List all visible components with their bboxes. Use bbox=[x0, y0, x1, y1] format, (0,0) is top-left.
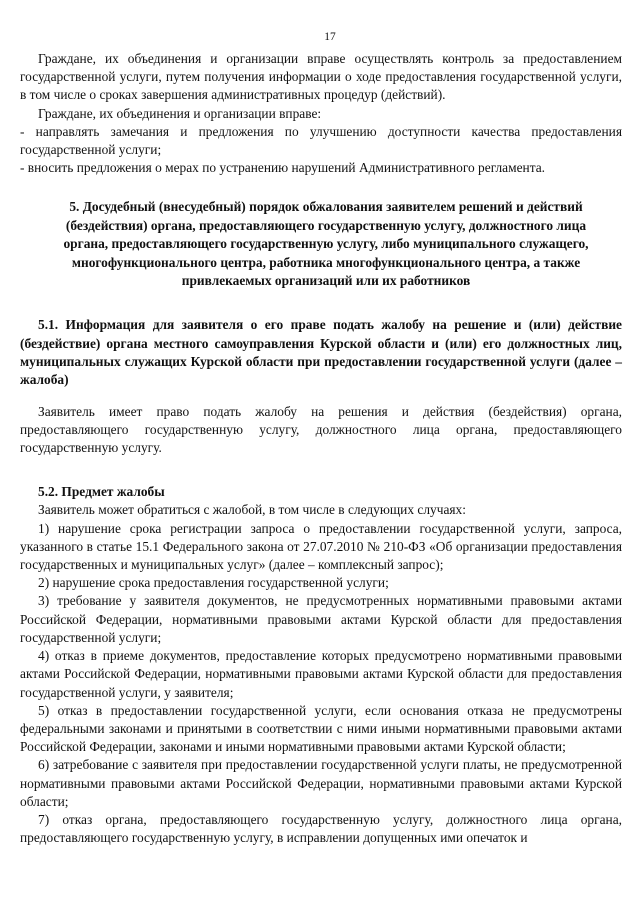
section-5-1-text: Заявитель имеет право подать жалобу на решения и действия (бездействия) органа, предоставляющего государственную услугу, должностного лица органа, предоставляющего государственную услугу. bbox=[20, 403, 622, 456]
page-number: 17 bbox=[324, 31, 336, 43]
section-5-2-lead: Заявитель может обратиться с жалобой, в том числе в следующих случаях: bbox=[38, 502, 466, 518]
complaint-case-item: 4) отказ в приеме документов, предоставление которых предусмотрено нормативными правовыми актами Российской Федерации, нормативными правовыми актами Курской области для предоставления государственной услуги, у заявителя; bbox=[20, 648, 622, 700]
section-5-heading: 5. Досудебный (внесудебный) порядок обжалования заявителем решений и действий (бездействия) органа, предоставляющего государственную услугу, должностного лица органа, предоставляющего государственную услугу, либо муниципального служащего, многофункционального центра, работника многофункционального центра, а также привлекаемых организаций или их работников bbox=[63, 199, 589, 289]
section-5-1-heading: 5.1. Информация для заявителя о его праве подать жалобу на решение и (или) действие (бездействие) органа местного самоуправления Курской области и (или) его должностных лиц, муниципальных служащих Курской области при предоставлении государственной услуги (далее – жалоба) bbox=[20, 317, 622, 388]
complaint-case-item: 2) нарушение срока предоставления государственной услуги; bbox=[38, 575, 389, 591]
document-page bbox=[20, 30, 622, 847]
complaint-case-item: 7) отказ органа, предоставляющего государственную услугу, должностного лица органа, предоставляющего государственную услугу, в исправлении допущенных ими опечаток и bbox=[20, 811, 622, 846]
intro-paragraph: Граждане, их объединения и организации вправе осуществлять контроль за предоставлением государственной услуги, путем получения информации о ходе предоставления государственной услуги, в том числе о сроках завершения административных процедур (действий). bbox=[20, 51, 622, 103]
complaint-case-item: 1) нарушение срока регистрации запроса о предоставлении государственной услуги, запроса, указанного в статье 15.1 Федерального закона от 27.07.2010 № 210-ФЗ «Об организации предоставления государственных и муниципальных услуг» (далее – комплексный запрос); bbox=[20, 520, 622, 573]
complaint-case-item: 6) затребование с заявителя при предоставлении государственной услуги платы, не предусмотренной нормативными правовыми актами Российской Федерации, нормативными правовыми актами Курской области; bbox=[20, 757, 622, 809]
section-5-2-heading: 5.2. Предмет жалобы bbox=[38, 484, 165, 500]
complaint-case-item: 3) требование у заявителя документов, не предусмотренных нормативными правовыми актами Российской Федерации, нормативными правовыми актами Курской области для предоставления государственной услуги; bbox=[20, 593, 622, 645]
intro-bullet-proposals: - вносить предложения о мерах по устранению нарушений Административного регламента. bbox=[20, 160, 546, 176]
complaint-case-item: 5) отказ в предоставлении государственной услуги, если основания отказа не предусмотрены федеральными законами и принятыми в соответствии с ними иными нормативными правовыми актами Российской Федерации, законами и иными нормативными правовыми актами Курской области; bbox=[20, 702, 622, 755]
intro-rights-lead: Граждане, их объединения и организации вправе: bbox=[38, 105, 322, 121]
intro-bullet-remarks: - направлять замечания и предложения по улучшению доступности качества предоставления государственной услуги; bbox=[20, 123, 622, 158]
